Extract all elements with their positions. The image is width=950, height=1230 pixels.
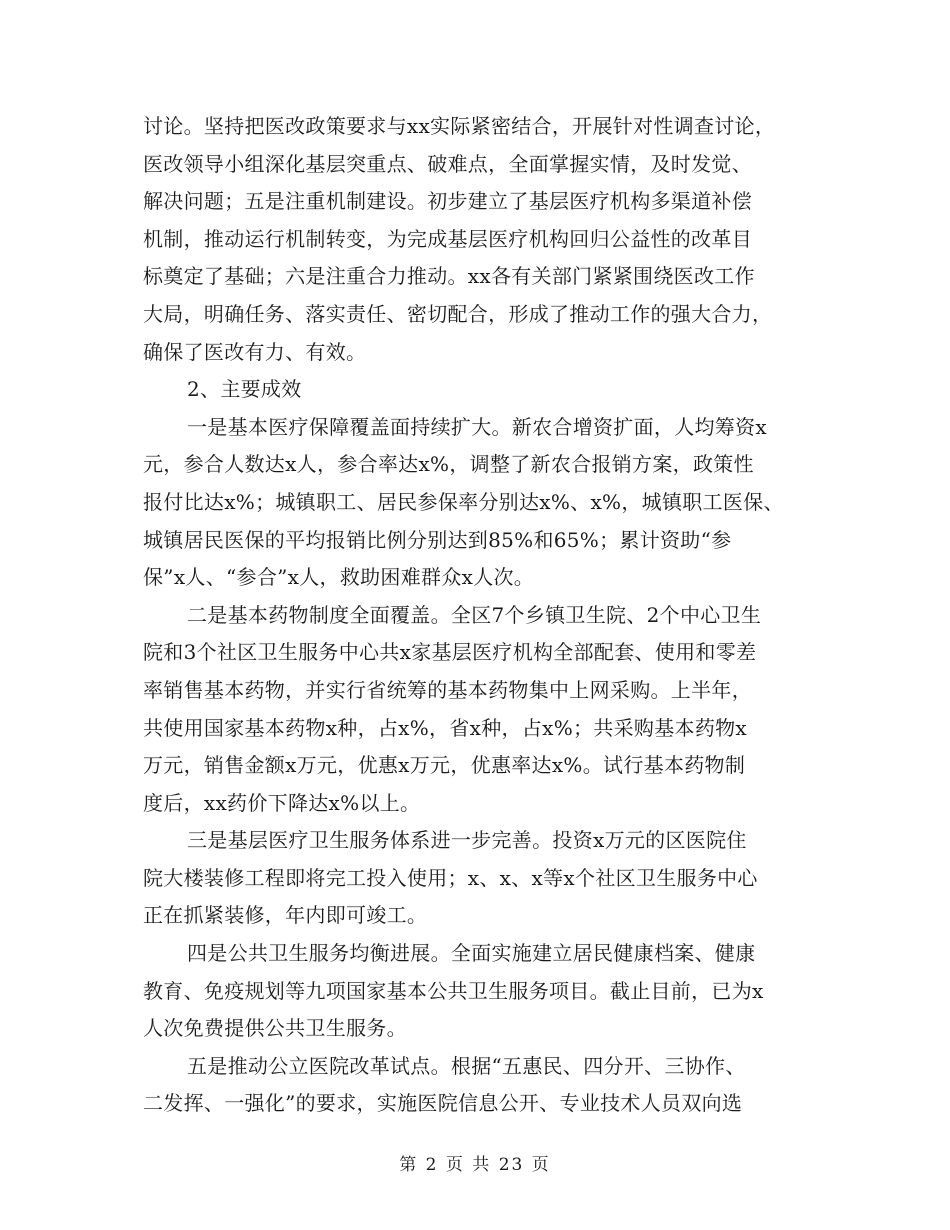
text-line: 机制，推动运行机制转变，为完成基层医疗机构回归公益性的改革目 — [143, 226, 752, 251]
text-line: 大局，明确任务、落实责任、密切配合，形成了推动工作的强大合力， — [143, 301, 773, 326]
text-line: 率销售基本药物，并实行省统筹的基本药物集中上网采购。上半年， — [143, 677, 752, 702]
text-line: 解决问题；五是注重机制建设。初步建立了基层医疗机构多渠道补偿 — [143, 189, 752, 214]
paragraph-start-line: 一是基本医疗保障覆盖面持续扩大。新农合增资扩面，人均筹资x — [187, 414, 767, 439]
text-line: 二发挥、一强化”的要求，实施医院信息公开、专业技术人员双向选 — [143, 1091, 743, 1116]
text-line: 医改领导小组深化基层突重点、破难点，全面掌握实情，及时发觉、 — [143, 151, 752, 176]
text-line: 院大楼装修工程即将完工投入使用；x、x、x等x个社区卫生服务中心 — [143, 865, 758, 890]
section-heading: 2、主要成效 — [187, 377, 302, 402]
paragraph-start-line: 二是基本药物制度全面覆盖。全区7个乡镇卫生院、2个中心卫生 — [187, 602, 762, 627]
page-number-footer: 第 2 页 共 23 页 — [399, 1155, 551, 1175]
text-line: 共使用国家基本药物x种，占x%，省x种，占x%；共采购基本药物x — [143, 715, 748, 740]
text-line: 报付比达x%；城镇职工、居民参保率分别达x%、x%，城镇职工医保、 — [143, 489, 784, 514]
text-line: 讨论。坚持把医改政策要求与xx实际紧密结合，开展针对性调查讨论， — [143, 114, 776, 138]
paragraph-start-line: 三是基层医疗卫生服务体系进一步完善。投资x万元的区医院住 — [187, 828, 747, 853]
paragraph-start-line: 五是推动公立医院改革试点。根据“五惠民、四分开、三协作、 — [187, 1053, 746, 1078]
text-line: 院和3个社区卫生服务中心共x家基层医疗机构全部配套、使用和零差 — [143, 640, 757, 665]
text-line: 正在抓紧装修，年内即可竣工。 — [143, 903, 428, 928]
text-line: 万元，销售金额x万元，优惠x万元，优惠率达x%。试行基本药物制 — [143, 753, 746, 778]
text-line: 确保了医改有力、有效。 — [143, 339, 367, 364]
text-line: 度后，xx药价下降达x%以上。 — [143, 790, 421, 815]
paragraph-start-line: 四是公共卫生服务均衡进展。全面实施建立居民健康档案、健康 — [187, 941, 756, 966]
text-line: 人次免费提供公共卫生服务。 — [143, 1016, 407, 1041]
text-line: 元，参合人数达x人，参合率达x%，调整了新农合报销方案，政策性 — [143, 452, 754, 477]
text-line: 城镇居民医保的平均报销比例分别达到85%和65%；累计资助“参 — [143, 527, 732, 552]
text-line: 标奠定了基础；六是注重合力推动。xx各有关部门紧紧围绕医改工作 — [143, 264, 755, 289]
text-line: 教育、免疫规划等九项国家基本公共卫生服务项目。截止目前，已为x — [143, 978, 764, 1003]
document-body — [143, 108, 813, 1123]
text-line: 保”x人、“参合”x人，救助困难群众x人次。 — [143, 565, 535, 590]
